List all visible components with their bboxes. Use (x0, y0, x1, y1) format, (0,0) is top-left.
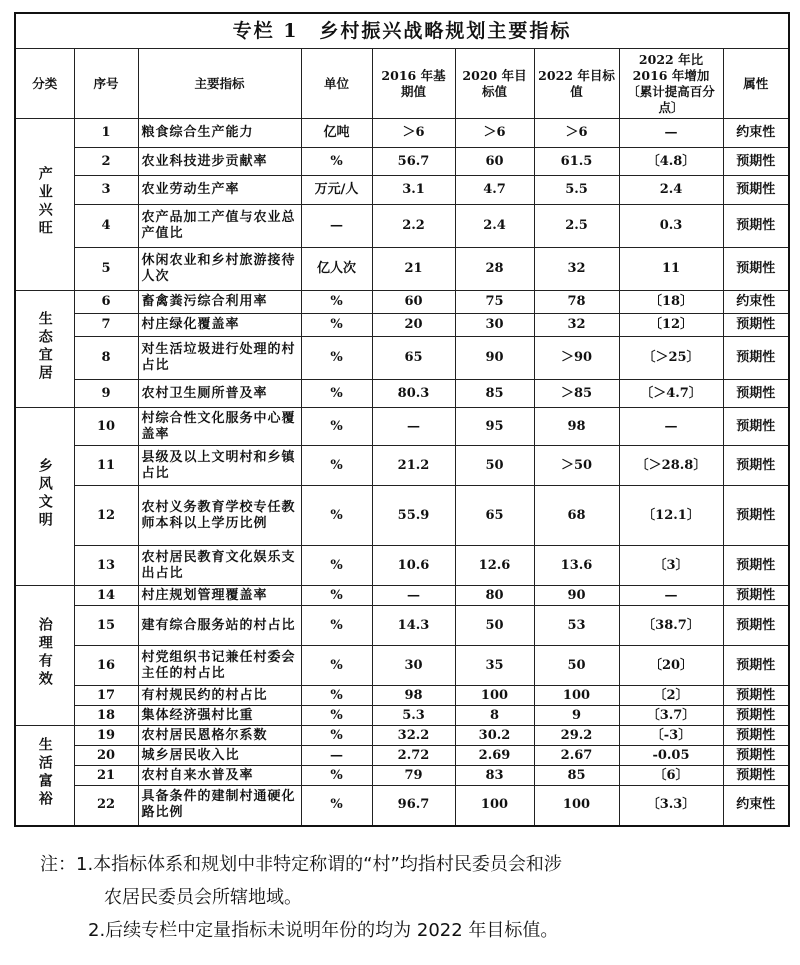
attribute-cell: 预期性 (723, 408, 789, 446)
attribute-cell: 预期性 (723, 176, 789, 205)
increase-cell: 0.3 (619, 205, 723, 248)
indicator-cell: 集体经济强村比重 (138, 706, 301, 726)
target-2020-cell: ＞6 (455, 119, 534, 148)
target-2022-cell: 90 (534, 586, 619, 606)
base-2016-cell: 3.1 (372, 176, 455, 205)
indicator-cell: 农村自来水普及率 (138, 766, 301, 786)
seq-cell: 19 (74, 726, 138, 746)
target-2022-cell: 5.5 (534, 176, 619, 205)
seq-cell: 20 (74, 746, 138, 766)
seq-cell: 16 (74, 646, 138, 686)
table-row (15, 248, 789, 291)
table-row (15, 380, 789, 408)
seq-cell: 11 (74, 446, 138, 486)
column-header: 2020 年目标值 (455, 49, 534, 119)
seq-cell: 17 (74, 686, 138, 706)
indicator-cell: 农村居民恩格尔系数 (138, 726, 301, 746)
target-2022-cell: ＞6 (534, 119, 619, 148)
column-header: 分类 (15, 49, 74, 119)
increase-cell: 〔38.7〕 (619, 606, 723, 646)
table-row (15, 486, 789, 546)
target-2020-cell: 2.4 (455, 205, 534, 248)
base-2016-cell: 55.9 (372, 486, 455, 546)
increase-cell: 〔＞28.8〕 (619, 446, 723, 486)
category-cell (15, 119, 74, 291)
table-row (15, 726, 789, 746)
seq-cell: 15 (74, 606, 138, 646)
column-header: 2022 年比 2016 年增加〔累计提高百分点〕 (619, 49, 723, 119)
attribute-cell: 预期性 (723, 486, 789, 546)
attribute-cell: 约束性 (723, 786, 789, 826)
seq-cell: 18 (74, 706, 138, 726)
indicator-cell: 城乡居民收入比 (138, 746, 301, 766)
target-2020-cell: 65 (455, 486, 534, 546)
target-2022-cell: 100 (534, 686, 619, 706)
unit-cell: — (301, 746, 372, 766)
target-2022-cell: 100 (534, 786, 619, 826)
table-row (15, 291, 789, 314)
base-2016-cell: 21.2 (372, 446, 455, 486)
seq-cell: 5 (74, 248, 138, 291)
increase-cell: — (619, 408, 723, 446)
unit-cell: % (301, 786, 372, 826)
seq-cell: 12 (74, 486, 138, 546)
unit-cell: % (301, 148, 372, 176)
target-2020-cell: 83 (455, 766, 534, 786)
target-2022-cell: ＞90 (534, 337, 619, 380)
indicator-cell: 对生活垃圾进行处理的村占比 (138, 337, 301, 380)
attribute-cell: 预期性 (723, 746, 789, 766)
seq-cell: 6 (74, 291, 138, 314)
table-row (15, 786, 789, 826)
table-row (15, 408, 789, 446)
attribute-cell: 预期性 (723, 148, 789, 176)
target-2022-cell: ＞50 (534, 446, 619, 486)
increase-cell: 〔12〕 (619, 314, 723, 337)
target-2020-cell: 50 (455, 606, 534, 646)
target-2022-cell: 53 (534, 606, 619, 646)
increase-cell: -0.05 (619, 746, 723, 766)
indicator-cell: 农业劳动生产率 (138, 176, 301, 205)
attribute-cell: 约束性 (723, 119, 789, 148)
attribute-cell: 预期性 (723, 446, 789, 486)
table-row (15, 119, 789, 148)
table-row (15, 205, 789, 248)
attribute-cell: 预期性 (723, 646, 789, 686)
indicator-cell: 具备条件的建制村通硬化路比例 (138, 786, 301, 826)
base-2016-cell: 5.3 (372, 706, 455, 726)
increase-cell: 〔＞4.7〕 (619, 380, 723, 408)
column-header: 2016 年基期值 (372, 49, 455, 119)
seq-cell: 7 (74, 314, 138, 337)
base-2016-cell: 2.2 (372, 205, 455, 248)
base-2016-cell: 2.72 (372, 746, 455, 766)
base-2016-cell: 20 (372, 314, 455, 337)
increase-cell: 〔6〕 (619, 766, 723, 786)
category-cell (15, 586, 74, 726)
increase-cell: 〔12.1〕 (619, 486, 723, 546)
note-1: 注：1.本指标体系和规划中非特定称谓的“村”均指村民委员会和涉 (40, 854, 562, 875)
target-2022-cell: 2.5 (534, 205, 619, 248)
category-label: 乡风文明 (36, 458, 53, 530)
column-header: 主要指标 (138, 49, 301, 119)
seq-cell: 1 (74, 119, 138, 148)
unit-cell: % (301, 766, 372, 786)
seq-cell: 8 (74, 337, 138, 380)
increase-cell: 〔3.7〕 (619, 706, 723, 726)
table-row (15, 148, 789, 176)
table-row (15, 546, 789, 586)
attribute-cell: 预期性 (723, 686, 789, 706)
indicator-cell: 农村义务教育学校专任教师本科以上学历比例 (138, 486, 301, 546)
indicator-cell: 建有综合服务站的村占比 (138, 606, 301, 646)
attribute-cell: 预期性 (723, 606, 789, 646)
table-title: 专栏 1 乡村振兴战略规划主要指标 (15, 13, 789, 49)
target-2020-cell: 90 (455, 337, 534, 380)
category-label: 治理有效 (36, 617, 53, 689)
unit-cell: % (301, 380, 372, 408)
unit-cell: % (301, 726, 372, 746)
unit-cell: % (301, 408, 372, 446)
target-2020-cell: 95 (455, 408, 534, 446)
base-2016-cell: 98 (372, 686, 455, 706)
table-row (15, 606, 789, 646)
attribute-cell: 预期性 (723, 726, 789, 746)
table-row (15, 337, 789, 380)
seq-cell: 21 (74, 766, 138, 786)
indicator-cell: 粮食综合生产能力 (138, 119, 301, 148)
base-2016-cell: 96.7 (372, 786, 455, 826)
seq-cell: 2 (74, 148, 138, 176)
unit-cell: % (301, 686, 372, 706)
indicator-cell: 农村卫生厕所普及率 (138, 380, 301, 408)
column-header: 属性 (723, 49, 789, 119)
table-row (15, 314, 789, 337)
increase-cell: 〔＞25〕 (619, 337, 723, 380)
attribute-cell: 预期性 (723, 546, 789, 586)
unit-cell: % (301, 646, 372, 686)
base-2016-cell: ＞6 (372, 119, 455, 148)
target-2020-cell: 60 (455, 148, 534, 176)
attribute-cell: 预期性 (723, 337, 789, 380)
indicators-table (14, 12, 790, 827)
seq-cell: 4 (74, 205, 138, 248)
base-2016-cell: 56.7 (372, 148, 455, 176)
increase-cell: 〔20〕 (619, 646, 723, 686)
unit-cell: 万元/人 (301, 176, 372, 205)
unit-cell: % (301, 606, 372, 646)
column-header: 2022 年目标值 (534, 49, 619, 119)
attribute-cell: 预期性 (723, 586, 789, 606)
target-2020-cell: 35 (455, 646, 534, 686)
unit-cell: % (301, 486, 372, 546)
category-label: 生活富裕 (36, 736, 53, 809)
table-row (15, 706, 789, 726)
seq-cell: 14 (74, 586, 138, 606)
base-2016-cell: 21 (372, 248, 455, 291)
seq-cell: 9 (74, 380, 138, 408)
notes (40, 848, 562, 947)
target-2020-cell: 100 (455, 786, 534, 826)
indicator-cell: 村综合性文化服务中心覆盖率 (138, 408, 301, 446)
category-label: 产业兴旺 (36, 166, 53, 238)
seq-cell: 22 (74, 786, 138, 826)
target-2022-cell: ＞85 (534, 380, 619, 408)
note-2: 2.后续专栏中定量指标未说明年份的均为 2022 年目标值。 (88, 920, 559, 941)
unit-cell: — (301, 205, 372, 248)
note-1-cont: 农居民委员会所辖地域。 (104, 887, 302, 908)
increase-cell: — (619, 119, 723, 148)
increase-cell: 〔-3〕 (619, 726, 723, 746)
seq-cell: 3 (74, 176, 138, 205)
increase-cell: — (619, 586, 723, 606)
indicator-cell: 村庄规划管理覆盖率 (138, 586, 301, 606)
base-2016-cell: 14.3 (372, 606, 455, 646)
column-header: 序号 (74, 49, 138, 119)
table-row (15, 646, 789, 686)
indicator-cell: 畜禽粪污综合利用率 (138, 291, 301, 314)
target-2020-cell: 75 (455, 291, 534, 314)
indicator-cell: 农村居民教育文化娱乐支出占比 (138, 546, 301, 586)
attribute-cell: 约束性 (723, 291, 789, 314)
target-2020-cell: 30.2 (455, 726, 534, 746)
target-2020-cell: 30 (455, 314, 534, 337)
increase-cell: 〔3.3〕 (619, 786, 723, 826)
target-2022-cell: 61.5 (534, 148, 619, 176)
unit-cell: % (301, 706, 372, 726)
base-2016-cell: 80.3 (372, 380, 455, 408)
target-2022-cell: 13.6 (534, 546, 619, 586)
column-header: 单位 (301, 49, 372, 119)
unit-cell: % (301, 314, 372, 337)
base-2016-cell: — (372, 408, 455, 446)
unit-cell: % (301, 586, 372, 606)
increase-cell: 〔4.8〕 (619, 148, 723, 176)
target-2020-cell: 28 (455, 248, 534, 291)
category-cell (15, 408, 74, 586)
indicator-cell: 有村规民约的村占比 (138, 686, 301, 706)
target-2022-cell: 32 (534, 248, 619, 291)
increase-cell: 〔2〕 (619, 686, 723, 706)
table-row (15, 686, 789, 706)
target-2022-cell: 9 (534, 706, 619, 726)
base-2016-cell: — (372, 586, 455, 606)
table-row (15, 766, 789, 786)
base-2016-cell: 79 (372, 766, 455, 786)
unit-cell: 亿吨 (301, 119, 372, 148)
base-2016-cell: 65 (372, 337, 455, 380)
target-2020-cell: 50 (455, 446, 534, 486)
target-2022-cell: 68 (534, 486, 619, 546)
target-2022-cell: 50 (534, 646, 619, 686)
table-row (15, 446, 789, 486)
unit-cell: % (301, 446, 372, 486)
attribute-cell: 预期性 (723, 248, 789, 291)
indicator-cell: 休闲农业和乡村旅游接待人次 (138, 248, 301, 291)
category-cell (15, 726, 74, 826)
attribute-cell: 预期性 (723, 706, 789, 726)
target-2022-cell: 29.2 (534, 726, 619, 746)
target-2020-cell: 80 (455, 586, 534, 606)
target-2020-cell: 100 (455, 686, 534, 706)
base-2016-cell: 10.6 (372, 546, 455, 586)
target-2022-cell: 85 (534, 766, 619, 786)
attribute-cell: 预期性 (723, 205, 789, 248)
unit-cell: % (301, 337, 372, 380)
category-cell (15, 291, 74, 408)
target-2020-cell: 85 (455, 380, 534, 408)
increase-cell: 2.4 (619, 176, 723, 205)
target-2020-cell: 8 (455, 706, 534, 726)
indicator-cell: 农业科技进步贡献率 (138, 148, 301, 176)
table-row (15, 746, 789, 766)
increase-cell: 〔3〕 (619, 546, 723, 586)
indicator-cell: 村党组织书记兼任村委会主任的村占比 (138, 646, 301, 686)
target-2020-cell: 2.69 (455, 746, 534, 766)
unit-cell: 亿人次 (301, 248, 372, 291)
table-row (15, 176, 789, 205)
attribute-cell: 预期性 (723, 314, 789, 337)
target-2022-cell: 2.67 (534, 746, 619, 766)
indicator-cell: 县级及以上文明村和乡镇占比 (138, 446, 301, 486)
seq-cell: 10 (74, 408, 138, 446)
attribute-cell: 预期性 (723, 380, 789, 408)
unit-cell: % (301, 546, 372, 586)
indicator-cell: 村庄绿化覆盖率 (138, 314, 301, 337)
seq-cell: 13 (74, 546, 138, 586)
attribute-cell: 预期性 (723, 766, 789, 786)
indicator-cell: 农产品加工产值与农业总产值比 (138, 205, 301, 248)
unit-cell: % (301, 291, 372, 314)
increase-cell: 〔18〕 (619, 291, 723, 314)
category-label: 生态宜居 (36, 310, 53, 383)
target-2022-cell: 98 (534, 408, 619, 446)
target-2022-cell: 32 (534, 314, 619, 337)
target-2022-cell: 78 (534, 291, 619, 314)
target-2020-cell: 4.7 (455, 176, 534, 205)
base-2016-cell: 32.2 (372, 726, 455, 746)
target-2020-cell: 12.6 (455, 546, 534, 586)
base-2016-cell: 60 (372, 291, 455, 314)
table-row (15, 586, 789, 606)
base-2016-cell: 30 (372, 646, 455, 686)
increase-cell: 11 (619, 248, 723, 291)
